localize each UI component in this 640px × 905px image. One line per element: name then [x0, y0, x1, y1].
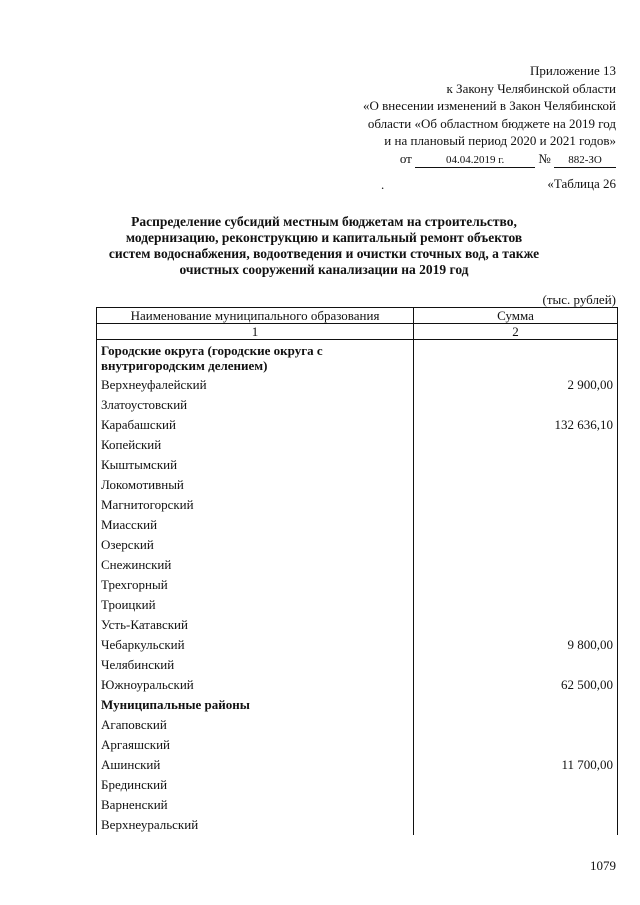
subsidy-amount — [414, 775, 618, 795]
subsidy-amount — [414, 555, 618, 575]
table-row — [97, 615, 618, 635]
municipality-name: Карабашский — [97, 415, 414, 435]
table-row — [97, 455, 618, 475]
municipality-name: Ашинский — [97, 755, 414, 775]
annex-header — [363, 62, 616, 168]
stray-dot: . — [381, 177, 385, 192]
table-row — [97, 655, 618, 675]
subsidy-amount: 9 800,00 — [414, 635, 618, 655]
subsidy-amount: 11 700,00 — [414, 755, 618, 775]
column-number-2: 2 — [414, 324, 618, 340]
municipality-name: Магнитогорский — [97, 495, 414, 515]
page-number: 1079 — [590, 858, 616, 873]
subsidy-amount — [414, 395, 618, 415]
table-row — [97, 755, 618, 775]
header-municipality: Наименование муниципального образования — [97, 308, 414, 324]
column-number-row — [97, 324, 618, 340]
municipality-name: Верхнеуральский — [97, 815, 414, 835]
unit-label: (тыс. рублей) — [542, 292, 616, 307]
section-header-row — [97, 340, 618, 376]
subsidy-amount — [414, 735, 618, 755]
subsidy-amount — [414, 615, 618, 635]
municipality-name: Троицкий — [97, 595, 414, 615]
table-row — [97, 595, 618, 615]
municipality-name: Миасский — [97, 515, 414, 535]
section-header-row — [97, 695, 618, 715]
subsidy-amount — [414, 595, 618, 615]
table-row — [97, 735, 618, 755]
table-row — [97, 635, 618, 655]
municipality-name: Верхнеуфалейский — [97, 375, 414, 395]
municipality-name: Локомотивный — [97, 475, 414, 495]
table-row — [97, 555, 618, 575]
subsidy-amount — [414, 535, 618, 555]
table-row — [97, 575, 618, 595]
table-row — [97, 515, 618, 535]
annex-line-2: к Закону Челябинской области — [446, 80, 616, 96]
municipality-name: Муниципальные районы — [97, 695, 414, 715]
subsidy-table — [96, 307, 618, 835]
municipality-name: Аргаяшский — [97, 735, 414, 755]
municipality-name: Кыштымский — [97, 455, 414, 475]
municipality-name: Городские округа (городские округа с внутригородским делением) — [97, 340, 414, 376]
subsidy-amount — [414, 340, 618, 376]
table-reference: «Таблица 26 — [547, 176, 616, 191]
table-row — [97, 815, 618, 835]
subsidy-amount — [414, 575, 618, 595]
municipality-name: Златоустовский — [97, 395, 414, 415]
table-row — [97, 535, 618, 555]
table-row — [97, 495, 618, 515]
annex-line-3: «О внесении изменений в Закон Челябинской — [362, 98, 616, 113]
municipality-name: Челябинский — [97, 655, 414, 675]
from-label: от — [399, 150, 412, 166]
number-label: № — [538, 150, 551, 166]
municipality-name: Озерский — [97, 535, 414, 555]
municipality-name: Варненский — [97, 795, 414, 815]
subsidy-amount: 132 636,10 — [414, 415, 618, 435]
subsidy-amount — [414, 795, 618, 815]
table-row — [97, 375, 618, 395]
municipality-name: Копейский — [97, 435, 414, 455]
annex-line-4: области «Об областном бюджете на 2019 год — [367, 115, 616, 131]
table-row — [97, 795, 618, 815]
subsidy-amount — [414, 435, 618, 455]
subsidy-amount — [414, 455, 618, 475]
municipality-name: Чебаркульский — [97, 635, 414, 655]
table-row — [97, 675, 618, 695]
subsidy-amount — [414, 695, 618, 715]
subsidy-amount: 2 900,00 — [414, 375, 618, 395]
annex-line-5: и на плановый период 2020 и 2021 годов» — [384, 133, 616, 148]
table-body — [97, 340, 618, 836]
subsidy-amount — [414, 475, 618, 495]
law-date: 04.04.2019 г. — [415, 154, 535, 168]
municipality-name: Южноуральский — [97, 675, 414, 695]
subsidy-amount — [414, 655, 618, 675]
column-number-1: 1 — [97, 324, 414, 340]
table-row — [97, 475, 618, 495]
subsidy-amount — [414, 715, 618, 735]
table-header-row — [97, 308, 618, 324]
table-row — [97, 775, 618, 795]
document-title: Распределение субсидий местным бюджетам на строительство, модернизацию, реконструкцию и капитальный ремонт объектов систем водоснабжения, водоотведения и очистки сточных вод, а также очистных сооружений канализации на 2019 год — [108, 214, 540, 277]
subsidy-amount — [414, 815, 618, 835]
annex-line-1: Приложение 13 — [529, 63, 616, 78]
law-signature-line — [363, 150, 616, 168]
table-row — [97, 395, 618, 415]
header-sum: Сумма — [414, 308, 618, 324]
table-row — [97, 715, 618, 735]
subsidy-amount — [414, 495, 618, 515]
municipality-name: Снежинский — [97, 555, 414, 575]
municipality-name: Усть-Катавский — [97, 615, 414, 635]
municipality-name: Агаповский — [97, 715, 414, 735]
law-number: 882-ЗО — [554, 154, 616, 168]
subsidy-amount — [414, 515, 618, 535]
municipality-name: Трехгорный — [97, 575, 414, 595]
municipality-name: Брединский — [97, 775, 414, 795]
table-row — [97, 435, 618, 455]
table-row — [97, 415, 618, 435]
subsidy-amount: 62 500,00 — [414, 675, 618, 695]
